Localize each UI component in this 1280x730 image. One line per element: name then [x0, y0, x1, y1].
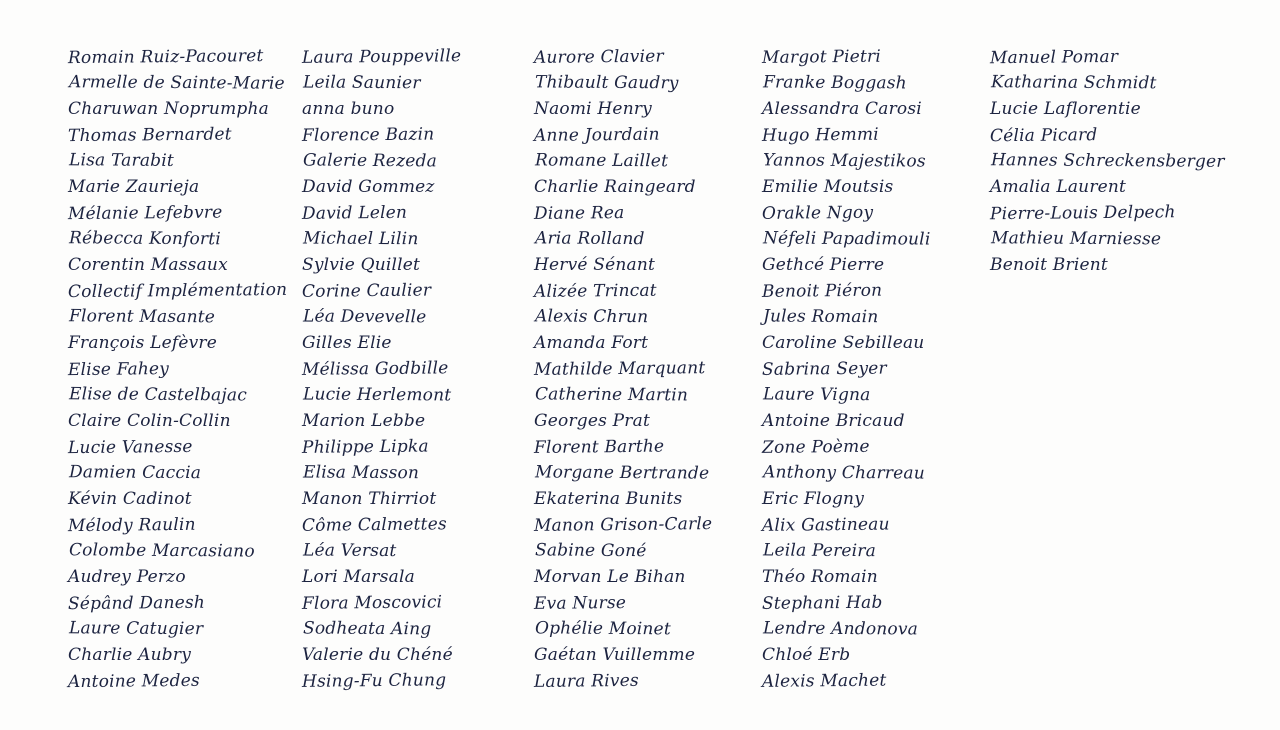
- name-entry: Gethcé Pierre: [762, 255, 885, 275]
- name-entry: Gaétan Vuillemme: [534, 645, 696, 665]
- name-entry: Corine Caulier: [301, 280, 432, 302]
- name-entry: Léa Devevelle: [302, 306, 427, 328]
- name-entry: Audrey Perzo: [68, 567, 186, 587]
- name-entry: Alix Gastineau: [761, 514, 890, 536]
- name-entry: Manuel Pomar: [989, 46, 1119, 69]
- name-entry: Romane Laillet: [534, 150, 669, 172]
- name-entry: Hugo Hemmi: [761, 124, 879, 146]
- name-entry: David Gommez: [302, 177, 435, 197]
- name-entry: Lisa Tarabit: [68, 150, 175, 171]
- name-entry: Alexis Chrun: [534, 306, 649, 328]
- name-entry: Lucie Laflorentie: [990, 99, 1141, 119]
- name-entry: Marion Lebbe: [302, 411, 426, 431]
- name-entry: Margot Pietri: [761, 46, 882, 68]
- name-entry: Galerie Rezeda: [302, 150, 438, 172]
- name-entry: Antoine Medes: [67, 670, 200, 693]
- name-entry: Chloé Erb: [762, 645, 851, 665]
- name-entry: Mathilde Marquant: [533, 358, 706, 380]
- name-entry: Marie Zaurieja: [68, 177, 200, 197]
- name-entry: Emilie Moutsis: [762, 177, 894, 197]
- name-entry: Leila Pereira: [762, 540, 877, 562]
- name-entry: Florence Bazin: [301, 124, 435, 146]
- name-entry: Lendre Andonova: [762, 618, 919, 640]
- name-entry: Mathieu Marniesse: [990, 228, 1162, 250]
- name-entry: David Lelen: [301, 202, 408, 224]
- name-entry: Florent Barthe: [533, 436, 665, 458]
- name-entry: Côme Calmettes: [301, 514, 447, 536]
- name-entry: Laura Pouppeville: [301, 46, 462, 68]
- name-entry: Gilles Elie: [302, 333, 392, 353]
- name-entry: Alessandra Carosi: [762, 99, 922, 119]
- name-entry: Manon Grison-Carle: [533, 514, 713, 536]
- name-entry: Benoit Brient: [990, 255, 1108, 275]
- name-entry: Sépând Danesh: [67, 592, 206, 615]
- name-entry: Théo Romain: [762, 567, 878, 587]
- name-entry: Yannos Majestikos: [762, 150, 926, 172]
- name-entry: Zone Poème: [761, 436, 870, 458]
- name-entry: Laure Vigna: [762, 384, 871, 406]
- name-entry: Célia Picard: [989, 125, 1098, 147]
- name-entry: Hannes Schreckensberger: [990, 150, 1225, 172]
- name-entry: Hsing-Fu Chung: [301, 670, 447, 692]
- name-entry: François Lefèvre: [68, 333, 218, 353]
- name-entry: Elise Fahey: [67, 359, 170, 381]
- name-entry: Florent Masante: [68, 306, 216, 328]
- name-entry: Stephani Hab: [761, 592, 883, 614]
- name-entry: Anne Jourdain: [533, 124, 660, 146]
- name-entry: Aurore Clavier: [533, 46, 664, 68]
- name-entry: Ophélie Moinet: [534, 618, 671, 640]
- name-entry: Valerie du Chéné: [302, 645, 453, 665]
- name-entry: Franke Boggash: [762, 72, 907, 94]
- name-entry: Sodheata Aing: [302, 618, 432, 640]
- name-entry: Amanda Fort: [534, 333, 649, 353]
- name-entry: Manon Thirriot: [302, 489, 437, 509]
- name-entry: Romain Ruiz-Pacouret: [67, 46, 264, 69]
- name-entry: Antoine Bricaud: [762, 411, 905, 431]
- name-entry: Mélissa Godbille: [301, 358, 449, 380]
- name-entry: Elise de Castelbajac: [68, 384, 248, 406]
- name-entry: Eva Nurse: [533, 592, 627, 614]
- name-entry: Laure Catugier: [68, 618, 204, 640]
- name-entry: Flora Moscovici: [301, 592, 443, 614]
- name-entry: Lucie Herlemont: [302, 384, 452, 406]
- name-entry: Néfeli Papadimouli: [762, 228, 931, 250]
- name-entry: Sabine Goné: [534, 540, 647, 562]
- name-entry: Sylvie Quillet: [302, 255, 421, 275]
- name-entry: Morgane Bertrande: [534, 462, 710, 484]
- name-entry: Hervé Sénant: [534, 255, 656, 275]
- name-entry: Catherine Martin: [534, 384, 689, 406]
- name-entry: Philippe Lipka: [301, 436, 429, 458]
- name-entry: Lucie Vanesse: [67, 436, 193, 459]
- name-entry: Pierre-Louis Delpech: [989, 202, 1176, 225]
- name-column-4: [762, 44, 930, 694]
- name-column-1: [68, 44, 287, 694]
- name-entry: Amalia Laurent: [990, 177, 1127, 197]
- name-column-5: [990, 44, 1224, 278]
- name-column-3: [534, 44, 712, 694]
- name-entry: Katharina Schmidt: [990, 72, 1157, 94]
- name-column-2: [302, 44, 461, 694]
- name-entry: Lori Marsala: [302, 567, 415, 587]
- name-entry: Mélody Raulin: [67, 514, 196, 537]
- name-entry: Thibault Gaudry: [534, 72, 679, 94]
- name-entry: Georges Prat: [534, 411, 651, 431]
- name-entry: Elisa Masson: [302, 462, 420, 484]
- name-entry: Rébecca Konforti: [68, 228, 222, 250]
- name-entry: Anthony Charreau: [762, 462, 925, 484]
- name-entry: Caroline Sebilleau: [762, 333, 925, 353]
- name-entry: Corentin Massaux: [68, 255, 228, 275]
- name-entry: Naomi Henry: [534, 99, 652, 119]
- name-entry: Claire Colin-Collin: [68, 411, 231, 431]
- name-entry: Armelle de Sainte-Marie: [68, 72, 285, 94]
- name-entry: Thomas Bernardet: [67, 124, 232, 147]
- name-entry: Léa Versat: [302, 540, 397, 562]
- name-entry: Michael Lilin: [302, 228, 419, 250]
- name-entry: Collectif Implémentation: [67, 279, 288, 303]
- name-entry: Benoit Piéron: [761, 280, 883, 302]
- name-entry: Colombe Marcasiano: [68, 540, 255, 562]
- name-entry: Laura Rives: [533, 670, 639, 692]
- name-entry: Sabrina Seyer: [761, 358, 887, 380]
- name-entry: Damien Caccia: [68, 462, 202, 484]
- name-entry: Orakle Ngoy: [761, 202, 874, 224]
- name-entry: Diane Rea: [533, 202, 625, 224]
- name-entry: Leila Saunier: [302, 72, 421, 94]
- name-entry: Alizée Trincat: [533, 280, 657, 302]
- name-entry: Kévin Cadinot: [68, 489, 192, 509]
- name-entry: Charlie Aubry: [68, 645, 191, 665]
- name-entry: anna buno: [302, 99, 395, 119]
- name-entry: Charlie Raingeard: [534, 177, 696, 197]
- name-entry: Aria Rolland: [534, 228, 645, 250]
- name-entry: Morvan Le Bihan: [534, 567, 686, 587]
- name-entry: Alexis Machet: [761, 670, 887, 692]
- name-entry: Eric Flogny: [762, 489, 865, 509]
- name-entry: Ekaterina Bunits: [534, 489, 683, 509]
- name-entry: Mélanie Lefebvre: [67, 202, 223, 225]
- name-entry: Charuwan Noprumpha: [68, 99, 269, 119]
- name-entry: Jules Romain: [762, 306, 879, 328]
